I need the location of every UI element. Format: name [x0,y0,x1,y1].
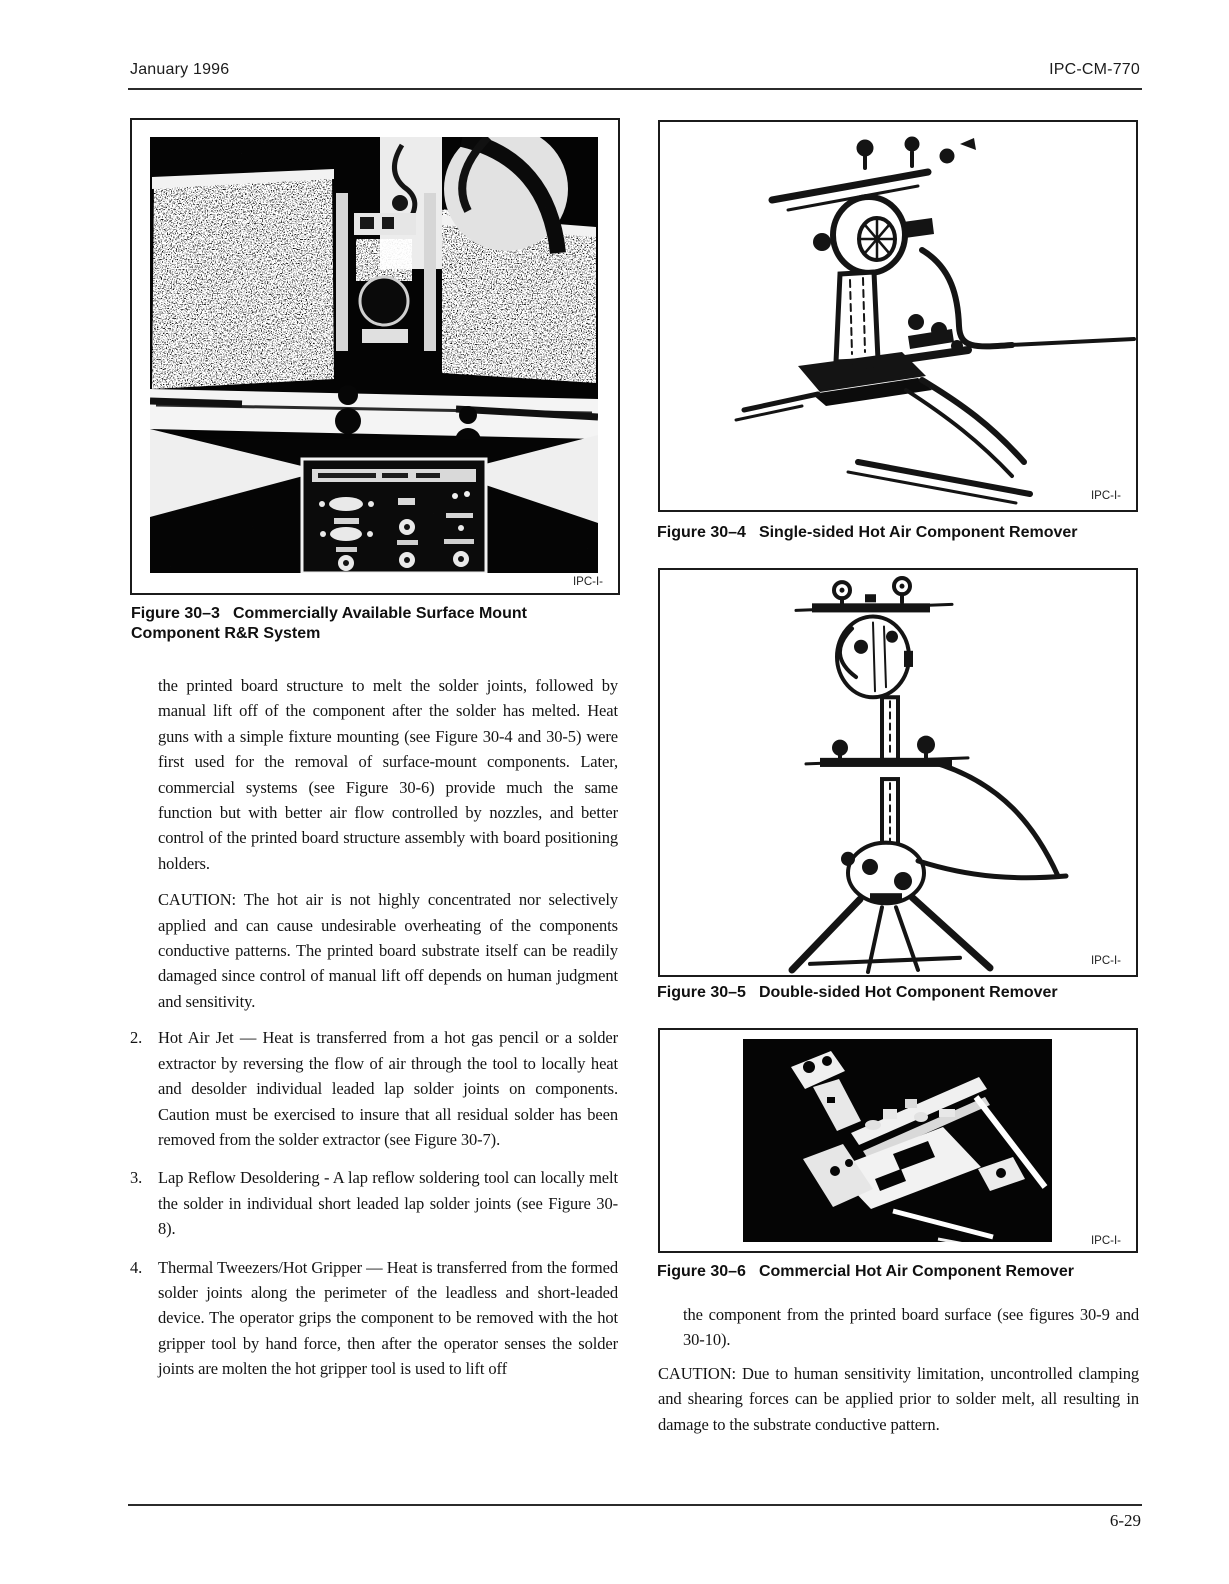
figure-30-4-image [660,122,1136,510]
figure-30-4-credit: IPC-I- [1090,490,1121,502]
list-item-text: Lap Reflow Desoldering - A lap reflow soldering tool can locally melt the solder in individual short leaded lap solder joints (see Figure 30-8). [158,1168,618,1239]
figure-30-6-image [743,1039,1052,1242]
footer-rule [128,1504,1142,1506]
caution-paragraph: CAUTION: The hot air is not highly concentrated nor selectively applied and can cause undesirable overheating of the components conductive patterns. The printed board substrate itself can be readily damaged since control of manual lift off depends on human judgment and sensitivity. [158,890,618,1011]
list-item-number: 2. [130,1028,143,1048]
figure-30-3-frame [130,118,620,595]
header-rule [128,88,1142,90]
caption-figure-30-5 [657,983,1135,1003]
figure-30-3-credit: IPC-I- [572,576,603,588]
body-paragraph: the printed board structure to melt the solder joints, followed by manual lift off of the component after the solder has melted. Heat guns with a simple fixture mounting (see Figure 30-4 and 30-5) were first used for the removal of surface-mount components. Later, commercial systems (see Figure 30-6) provide much the same function but with better air flow controlled by nozzles, and better control of the printed board structure assembly with board positioning holders. [158,676,618,873]
header-date: January 1996 [130,61,230,78]
figure-30-4-frame [658,120,1138,512]
figure-30-3-image [150,137,598,573]
continuation-paragraph: the component from the printed board surface (see figures 30-9 and 30-10). [683,1305,1139,1350]
right-text-column [658,1302,1139,1437]
figure-30-6-frame [658,1028,1138,1253]
figure-30-5-frame [658,568,1138,977]
caption-figure-30-6 [657,1262,1135,1282]
figure-30-6-credit: IPC-I- [1090,1235,1121,1247]
caption-figure-30-3 [131,604,601,644]
header-doc-id: IPC-CM-770 [1049,61,1140,78]
figure-30-5-image [660,570,1136,975]
list-item [130,1025,618,1152]
caution-paragraph: CAUTION: Due to human sensitivity limitation, uncontrolled clamping and shearing forces can be applied prior to solder melt, all resulting in damage to the substrate conductive pattern. [658,1363,1139,1434]
figure-label: Figure 30–4 [657,524,746,541]
figure-title: Commercial Hot Air Component Remover [758,1263,1074,1280]
figure-label: Figure 30–3 [131,605,220,622]
list-item-text: Hot Air Jet — Heat is transferred from a hot gas pencil or a solder extractor by reversing the flow of air through the tool to locally heat and desolder individual leaded lap solder joints on components. Caution must be exercised to insure that all residual solder has been removed from the solder extractor (see Figure 30-7). [158,1028,618,1149]
list-item-text: Thermal Tweezers/Hot Gripper — Heat is transferred from the formed solder joints along the perimeter of the leadless and short-leaded device. The operator grips the component to be removed with the hot gripper tool by hand force, then after the operator senses the solder joints are molten the hot gripper tool is used to lift off [158,1257,618,1379]
caption-figure-30-4 [657,523,1135,543]
figure-label: Figure 30–5 [657,984,746,1001]
figure-title: Single-sided Hot Air Component Remover [758,524,1078,541]
figure-title: Commercially Available Surface Mount Component R&R System [131,605,527,642]
list-item-number: 4. [130,1257,143,1277]
list-item [130,1165,618,1241]
left-text-column [130,673,618,1395]
figure-title: Double-sided Hot Component Remover [758,984,1058,1001]
list-item-number: 3. [130,1168,143,1188]
list-item [130,1255,618,1382]
figure-label: Figure 30–6 [657,1263,746,1280]
figure-30-5-credit: IPC-I- [1090,955,1121,967]
page-number: 6-29 [1109,1511,1141,1530]
